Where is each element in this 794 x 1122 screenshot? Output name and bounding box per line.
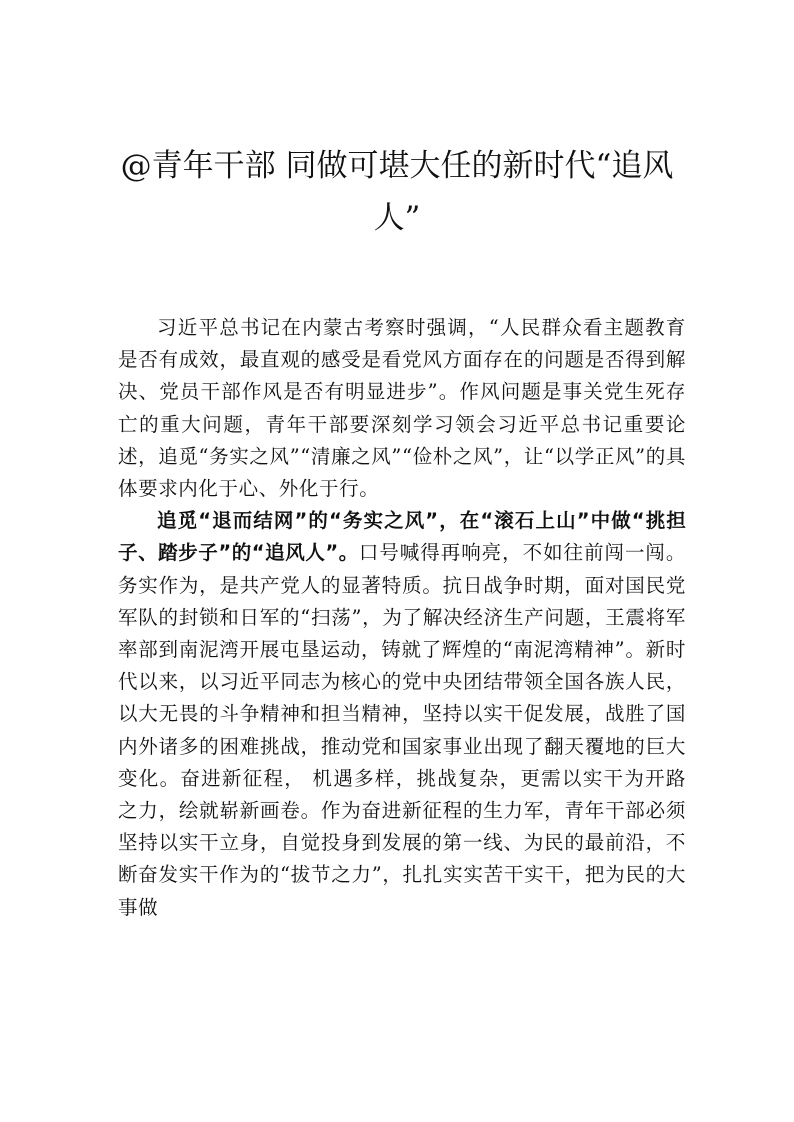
paragraph-practical-style (118, 505, 686, 924)
document-body (118, 312, 686, 924)
paragraph-intro (118, 312, 686, 505)
paragraph-lead-heading: 追觅“退而结网”的“务实之风”，在“滚石上山”中做“挑担子、踏步子”的“追风人”。 (118, 509, 686, 565)
paragraph-text: 口号喊得再响亮，不如往前闯一闯。务实作为，是共产党人的显著特质。抗日战争时期，面对国民党军队的封锁和日军的“扫荡”，为了解决经济生产问题，王震将军率部到南泥湾开展屯垦运动，铸就了辉煌的“南泥湾精神”。新时代以来，以习近平同志为核心的党中央团结带领全国各族人民，以大无畏的斗争精神和担当精神，坚持以实干促发展，战胜了国内外诸多的困难挑战，推动党和国家事业出现了翻天覆地的巨大变化。奋进新征程， 机遇多样，挑战复杂，更需以实干为开路之力，绘就崭新画卷。作为奋进新征程的生力军，青年干部必须坚持以实干立身，自觉投身到发展的第一线、为民的最前沿，不断奋发实干作为的“拔节之力”，扎扎实实苦干实干，把为民的大事做 (118, 541, 686, 919)
document-title: @青年干部 同做可堪大任的新时代“追风人” (120, 148, 674, 236)
paragraph-text: 习近平总书记在内蒙古考察时强调，“人民群众看主题教育是否有成效，最直观的感受是看党风方面存在的问题是否得到解决、党员干部作风是否有明显进步”。作风问题是事关党生死存亡的重大问题，青年干部要深刻学习领会习近平总书记重要论述，追觅“务实之风”“清廉之风”“俭朴之风”，让“以学正风”的具体要求内化于心、外化于行。 (118, 316, 686, 501)
